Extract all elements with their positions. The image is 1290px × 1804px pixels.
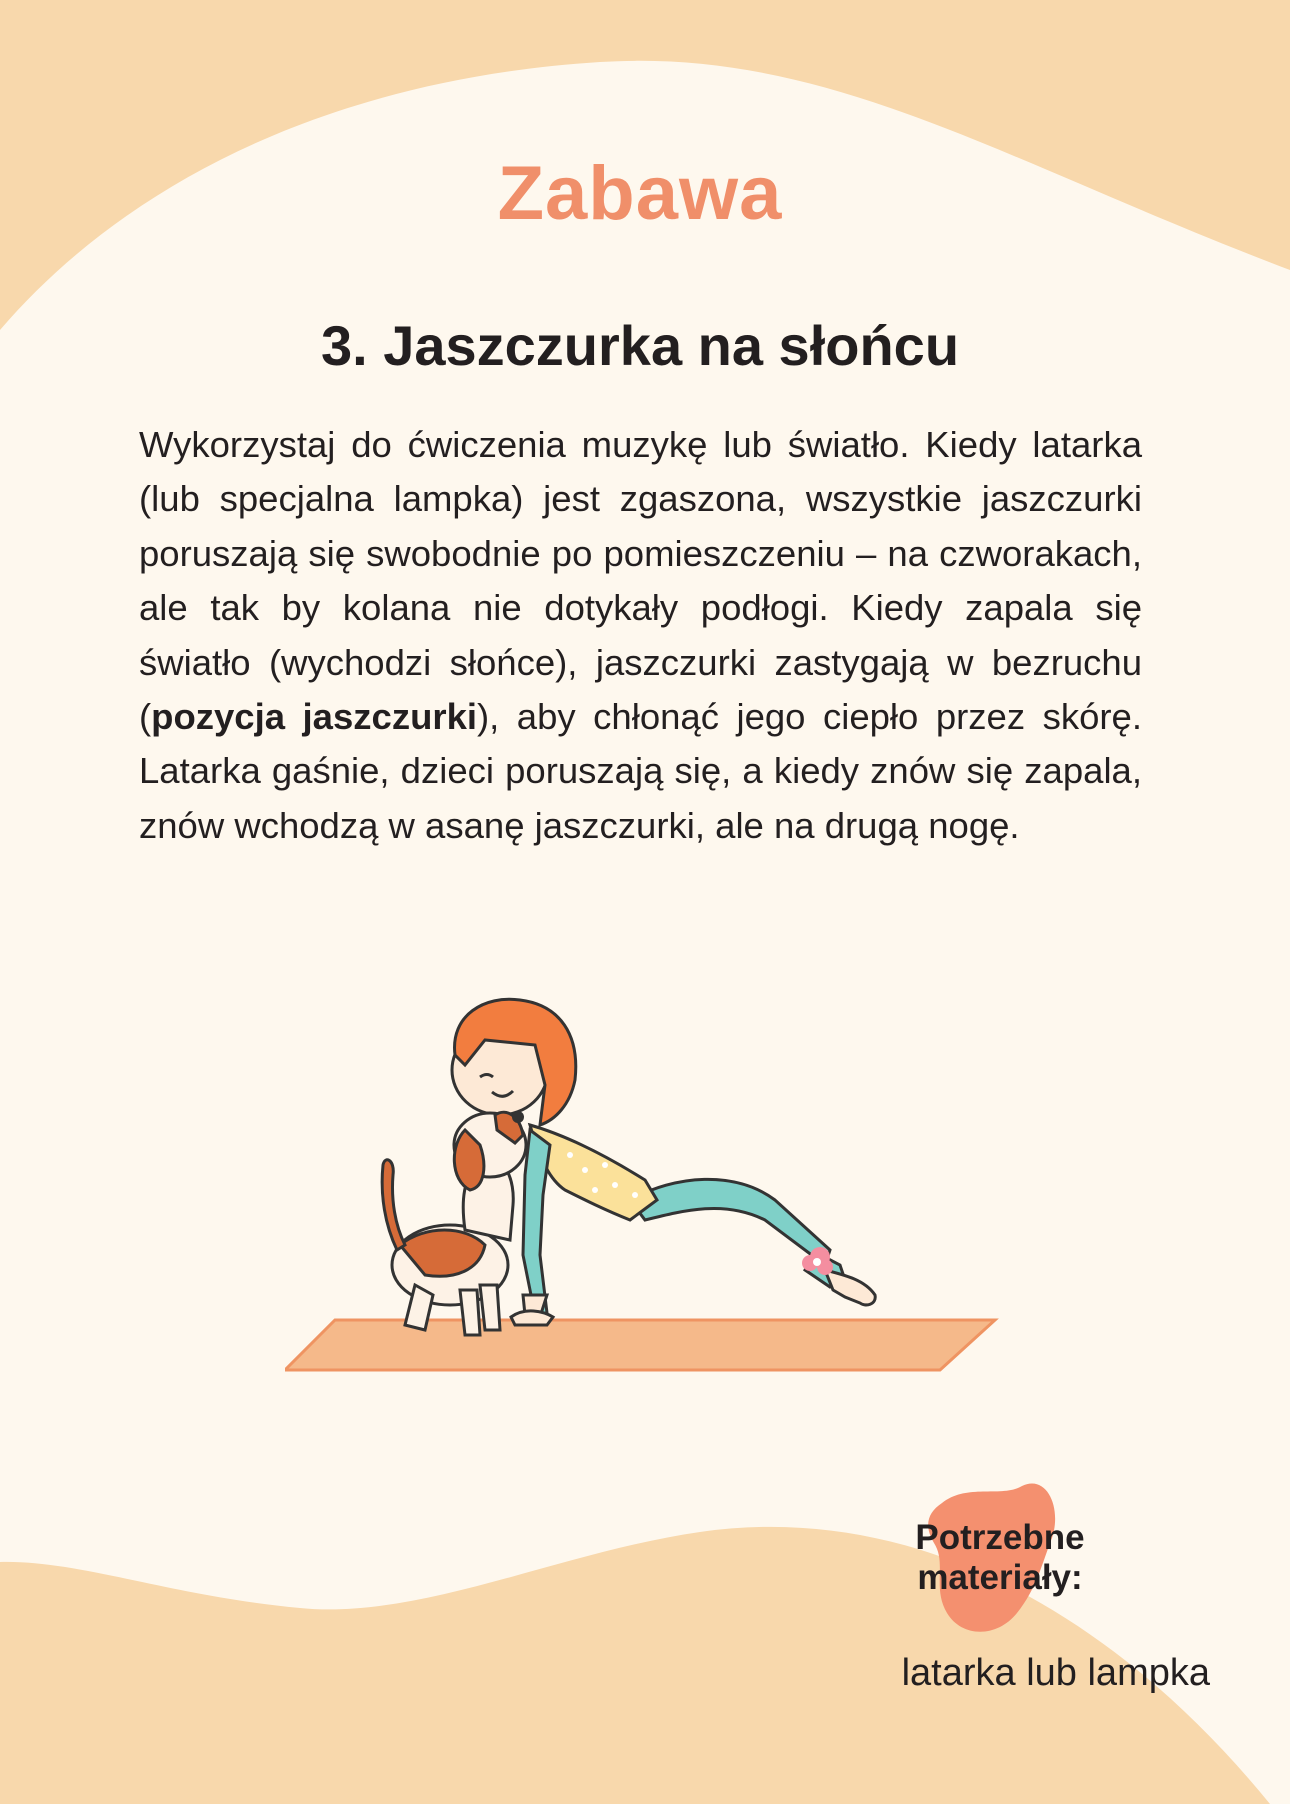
materials-value: latarka lub lampka [901, 1652, 1210, 1694]
materials-heading [880, 1518, 1120, 1598]
description-text-end: ), aby chłonąć jego ciepło przez skórę. Latarka gaśnie, dzieci poruszają się, a kiedy znów się zapala, znów wchodzą w asanę jaszczurki, ale na drugą nogę. [139, 696, 1142, 846]
section-label: Zabawa [497, 151, 783, 236]
exercise-title: 3. Jaszczurka na słońcu [320, 314, 960, 377]
girl-and-dog-yoga-illustration [285, 995, 1000, 1380]
materials-heading-line1: Potrzebne [915, 1518, 1085, 1557]
exercise-description [139, 418, 1142, 853]
description-bold-text: pozycja jaszczurki [151, 696, 478, 738]
materials-heading-line2: materiały: [917, 1558, 1083, 1597]
yoga-mat [285, 1320, 995, 1370]
description-text: Wykorzystaj do ćwiczenia muzykę lub światło. Kiedy latarka (lub specjalna lampka) jest zgaszona, wszystkie jaszczurki poruszają się swobodnie po pomieszczeniu – na czworakach, ale tak by kolana nie dotykały podłogi. Kiedy zapala się światło (wychodzi słońce), jaszczurki zastygają w bezruchu ( [139, 424, 1142, 738]
